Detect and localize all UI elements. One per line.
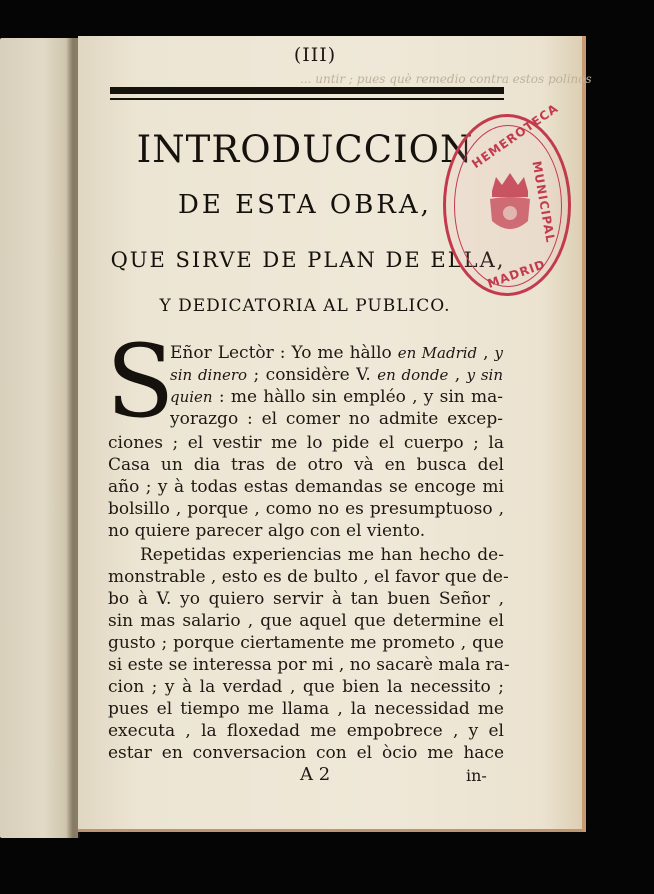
title-line-4: Y DEDICATORIA AL PUBLICO.	[159, 296, 451, 316]
stamp-right-text: MUNICIPAL	[529, 159, 558, 245]
text-line: no quiere parecer algo con el viento.	[108, 521, 426, 541]
title-line-1: INTRODUCCION	[136, 128, 474, 171]
text-line: ciones ; el vestir me lo pide el cuerpo ; la	[108, 433, 504, 453]
text-line: monstrable , esto es de bulto , el favor que de-	[108, 567, 509, 587]
text-line: pues el tiempo me llama , la necessidad me	[108, 699, 504, 719]
text-line: executa , la floxedad me empobrece , y el	[108, 721, 504, 741]
text-line: bolsillo , porque , como no es presumptuoso ,	[108, 499, 504, 519]
text-line: quien : me hàllo sin empléo , y sin ma-	[170, 387, 503, 407]
stamp-top-text: HEMEROTECA	[469, 100, 562, 172]
stamp-bottom-text: MADRID	[485, 257, 548, 291]
text-line: año ; y à todas estas demandas se encoge mi	[108, 477, 504, 497]
title-line-3: QUE SIRVE DE PLAN DE ELLA,	[110, 248, 506, 272]
text-line: gusto ; porque ciertamente me prometo , que	[108, 633, 504, 653]
header-rule-thin	[110, 98, 504, 100]
bleed-through-text: ... untir ; pues què remedio contra estos polinos	[300, 72, 592, 86]
header-rule-thick	[110, 87, 504, 94]
text-line: Casa un dia tras de otro và en busca del	[108, 455, 504, 475]
library-stamp	[443, 100, 571, 296]
text-line: estar en conversacion con el òcio me hace	[108, 743, 504, 763]
text-line: sin mas salario , que aquel que determine el	[108, 611, 504, 631]
title-line-2: DE ESTA OBRA,	[178, 190, 432, 220]
text-line: cion ; y à la verdad , que bien la necessito ;	[108, 677, 504, 697]
text-line: Eñor Lectòr : Yo me hàllo en Madrid , y	[170, 343, 503, 363]
text-line: si este se interessa por mi , no sacarè mala ra-	[108, 655, 510, 675]
catchword: in-	[466, 766, 487, 785]
text-line: sin dinero ; considère V. en donde , y sin	[170, 365, 503, 385]
crown-crest-icon	[482, 169, 538, 239]
page-number: (III)	[293, 44, 337, 66]
signature-mark: A 2	[300, 764, 331, 785]
text-line: Repetidas experiencias me han hecho de-	[140, 545, 504, 565]
drop-cap: S	[106, 323, 175, 440]
text-line: bo à V. yo quiero servir à tan buen Señor ,	[108, 589, 504, 609]
text-line: yorazgo : el comer no admite excep-	[170, 409, 503, 429]
